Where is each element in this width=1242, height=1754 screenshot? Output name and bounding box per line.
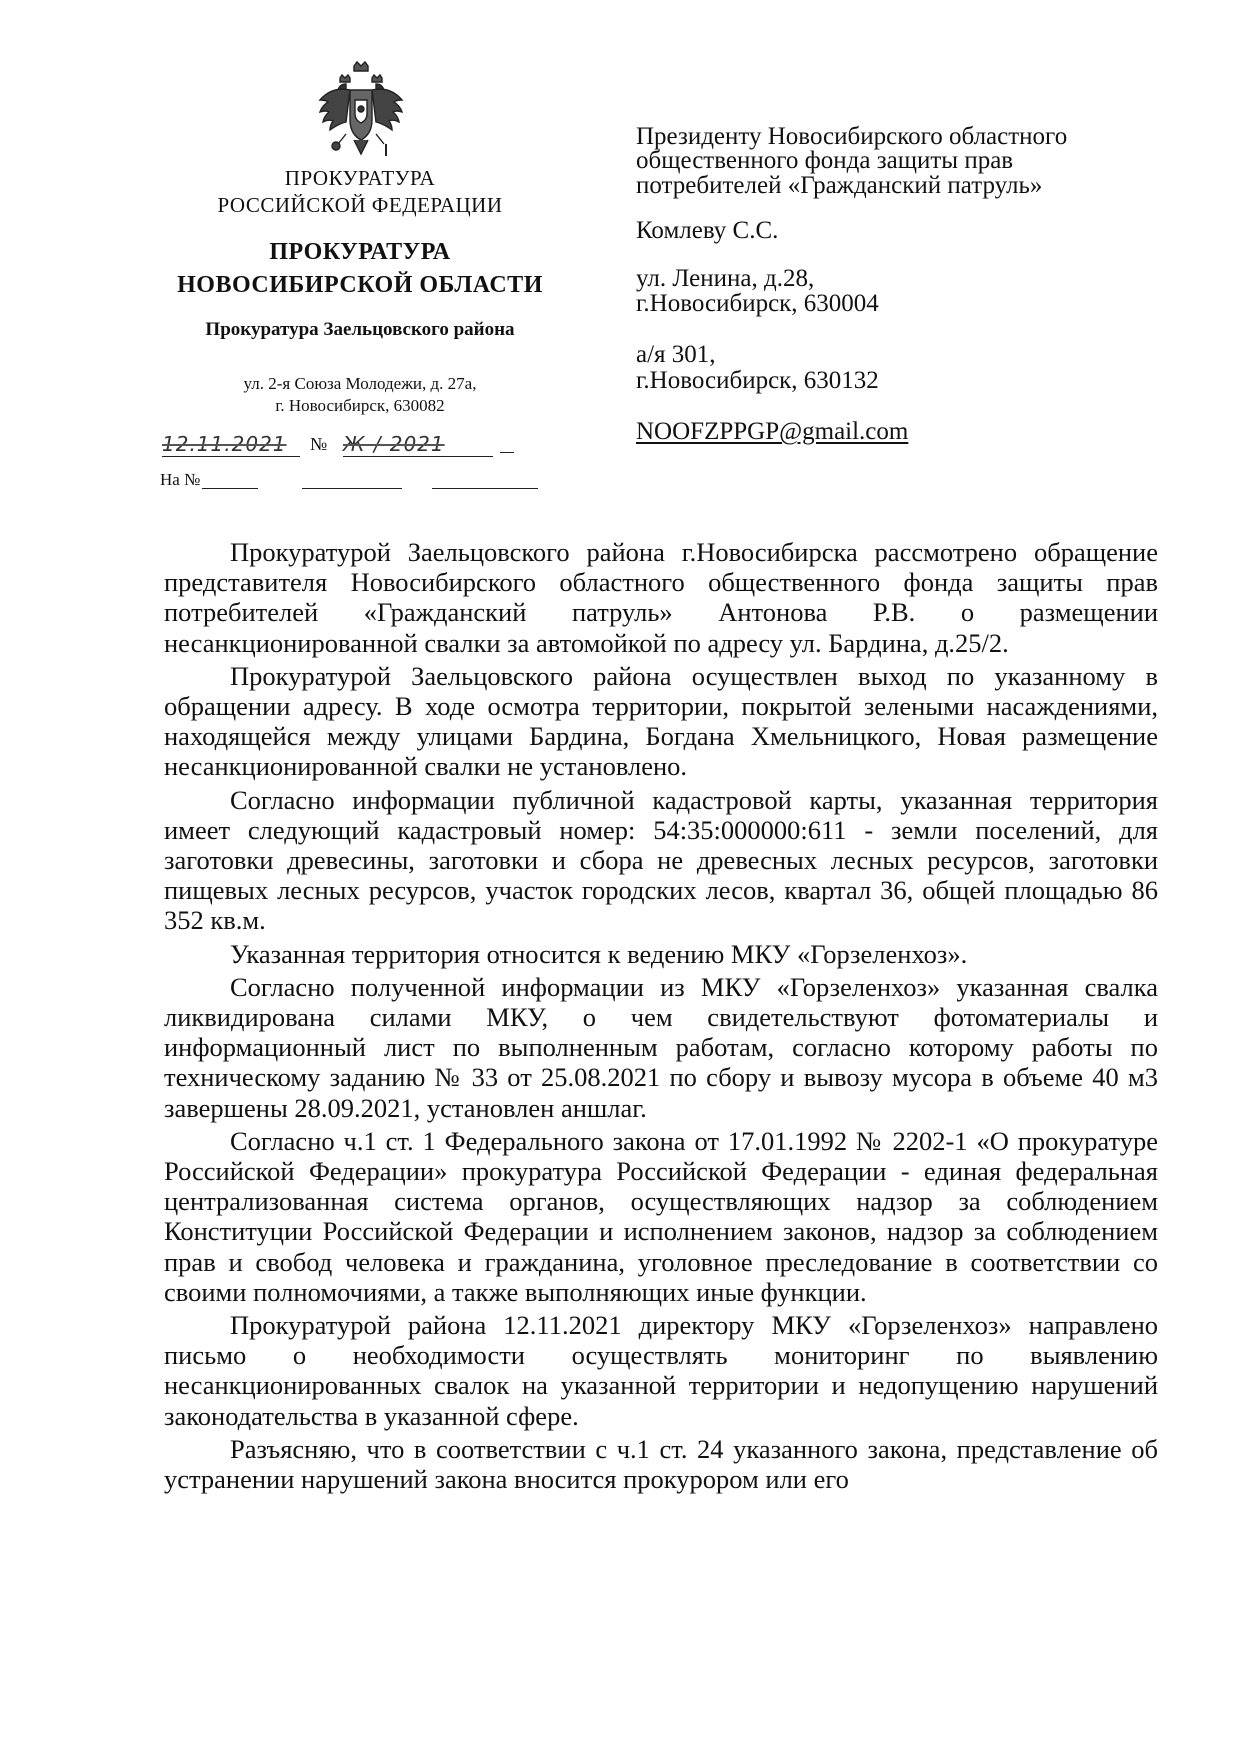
body-paragraph-7: Прокуратурой района 12.11.2021 директору МКУ «Горзеленхоз» направлено письмо о необходимости осуществлять мониторинг по выявлению несанкционированных свалок на указанной территории и недопущению нарушений законодательства в указанной сфере. [164, 1310, 1158, 1431]
org-title-line2: НОВОСИБИРСКОЙ ОБЛАСТИ [177, 272, 543, 298]
registration-date: 12.11.2021 [162, 432, 300, 457]
addressee-city-1: г.Новосибирск, 630004 [636, 290, 879, 317]
registration-number-label: № [310, 434, 328, 454]
addressee-street: ул. Ленина, д.28, [636, 265, 815, 292]
addressee-po-box: а/я 301, [636, 341, 716, 368]
org-address-line1: ул. 2-я Союза Молодежи, д. 27а, [243, 374, 477, 393]
addressee-title-line1: Президенту Новосибирского областного [636, 123, 1068, 150]
reference-blank-3 [432, 488, 538, 489]
registration-row [160, 432, 540, 462]
addressee-city-2: г.Новосибирск, 630132 [636, 367, 879, 394]
addressee-title-line2: общественного фонда защиты прав [636, 147, 1014, 174]
org-address-line2: г. Новосибирск, 630082 [275, 396, 445, 415]
body-paragraph-6: Согласно ч.1 ст. 1 Федерального закона от 17.01.1992 № 2202-1 «О прокуратуре Российской Федерации» прокуратура Российской Федерации - единая федеральная централизованная система органов, осуществляющих надзор за соблюдением Конституции Российской Федерации и исполнением законов, надзор за соблюдением прав и свобод человека и гражданина, уголовное преследование в соответствии со своими полномочиями, а также выполняющих иные функции. [164, 1125, 1158, 1307]
body-paragraph-1: Прокуратурой Заельцовского района г.Новосибирска рассмотрено обращение представителя Новосибирского областного общественного фонда защиты прав потребителей «Гражданский патруль» Антонова Р.В. о размещении несанкционированной свалки за автомойкой по адресу ул. Бардина, д.25/2. [164, 537, 1158, 658]
body-paragraph-5: Согласно полученной информации из МКУ «Горзеленхоз» указанная свалка ликвидирована силами МКУ, о чем свидетельствуют фотоматериалы и информационный лист по выполненным работам, согласно которому работы по техническому заданию № 33 от 25.08.2021 по сбору и вывозу мусора в объеме 40 м3 завершены 28.09.2021, установлен аншлаг. [164, 971, 1158, 1123]
addressee-title-line3: потребителей «Гражданский патруль» [636, 172, 1043, 199]
registration-underline [500, 452, 514, 453]
addressee-email-link[interactable]: NOOFZPPGP@gmail.com [636, 418, 909, 445]
reference-blank-2 [302, 488, 402, 489]
org-name-line2: РОССИЙСКОЙ ФЕДЕРАЦИИ [217, 193, 503, 217]
reference-label: На № [160, 470, 201, 489]
addressee-name: Комлеву С.С. [636, 217, 779, 244]
org-name-line1: ПРОКУРАТУРА [284, 166, 436, 190]
body-paragraph-3: Согласно информации публичной кадастровой карты, указанная территория имеет следующий кадастровый номер: 54:35:000000:611 - земли поселений, для заготовки древесины, заготовки и сбора не древесных лесных ресурсов, заготовки пищевых лесных ресурсов, участок городских лесов, квартал 36, общей площадью 86 352 кв.м. [164, 784, 1158, 936]
org-subdivision: Прокуратура Заельцовского района [205, 319, 515, 340]
body-paragraph-4: Указанная территория относится к ведению МКУ «Горзеленхоз». [230, 938, 968, 969]
body-paragraph-2: Прокуратурой Заельцовского района осуществлен выход по указанному в обращении адресу. В ходе осмотра территории, покрытой зелеными насаждениями, находящейся между улицами Бардина, Богдана Хмельницкого, Новая размещение несанкционированной свалки не установлено. [164, 660, 1158, 782]
double-headed-eagle-emblem-icon [316, 60, 406, 164]
reference-row [160, 470, 540, 496]
reference-blank-1 [202, 488, 258, 489]
org-title-line1: ПРОКУРАТУРА [269, 239, 451, 265]
letter-body [164, 537, 1158, 1497]
body-paragraph-8: Разъясняю, что в соответствии с ч.1 ст. 24 указанного закона, представление об устранении нарушений закона вносится прокурором или его [164, 1433, 1158, 1495]
registration-number: Ж-/-2021 [343, 432, 493, 457]
